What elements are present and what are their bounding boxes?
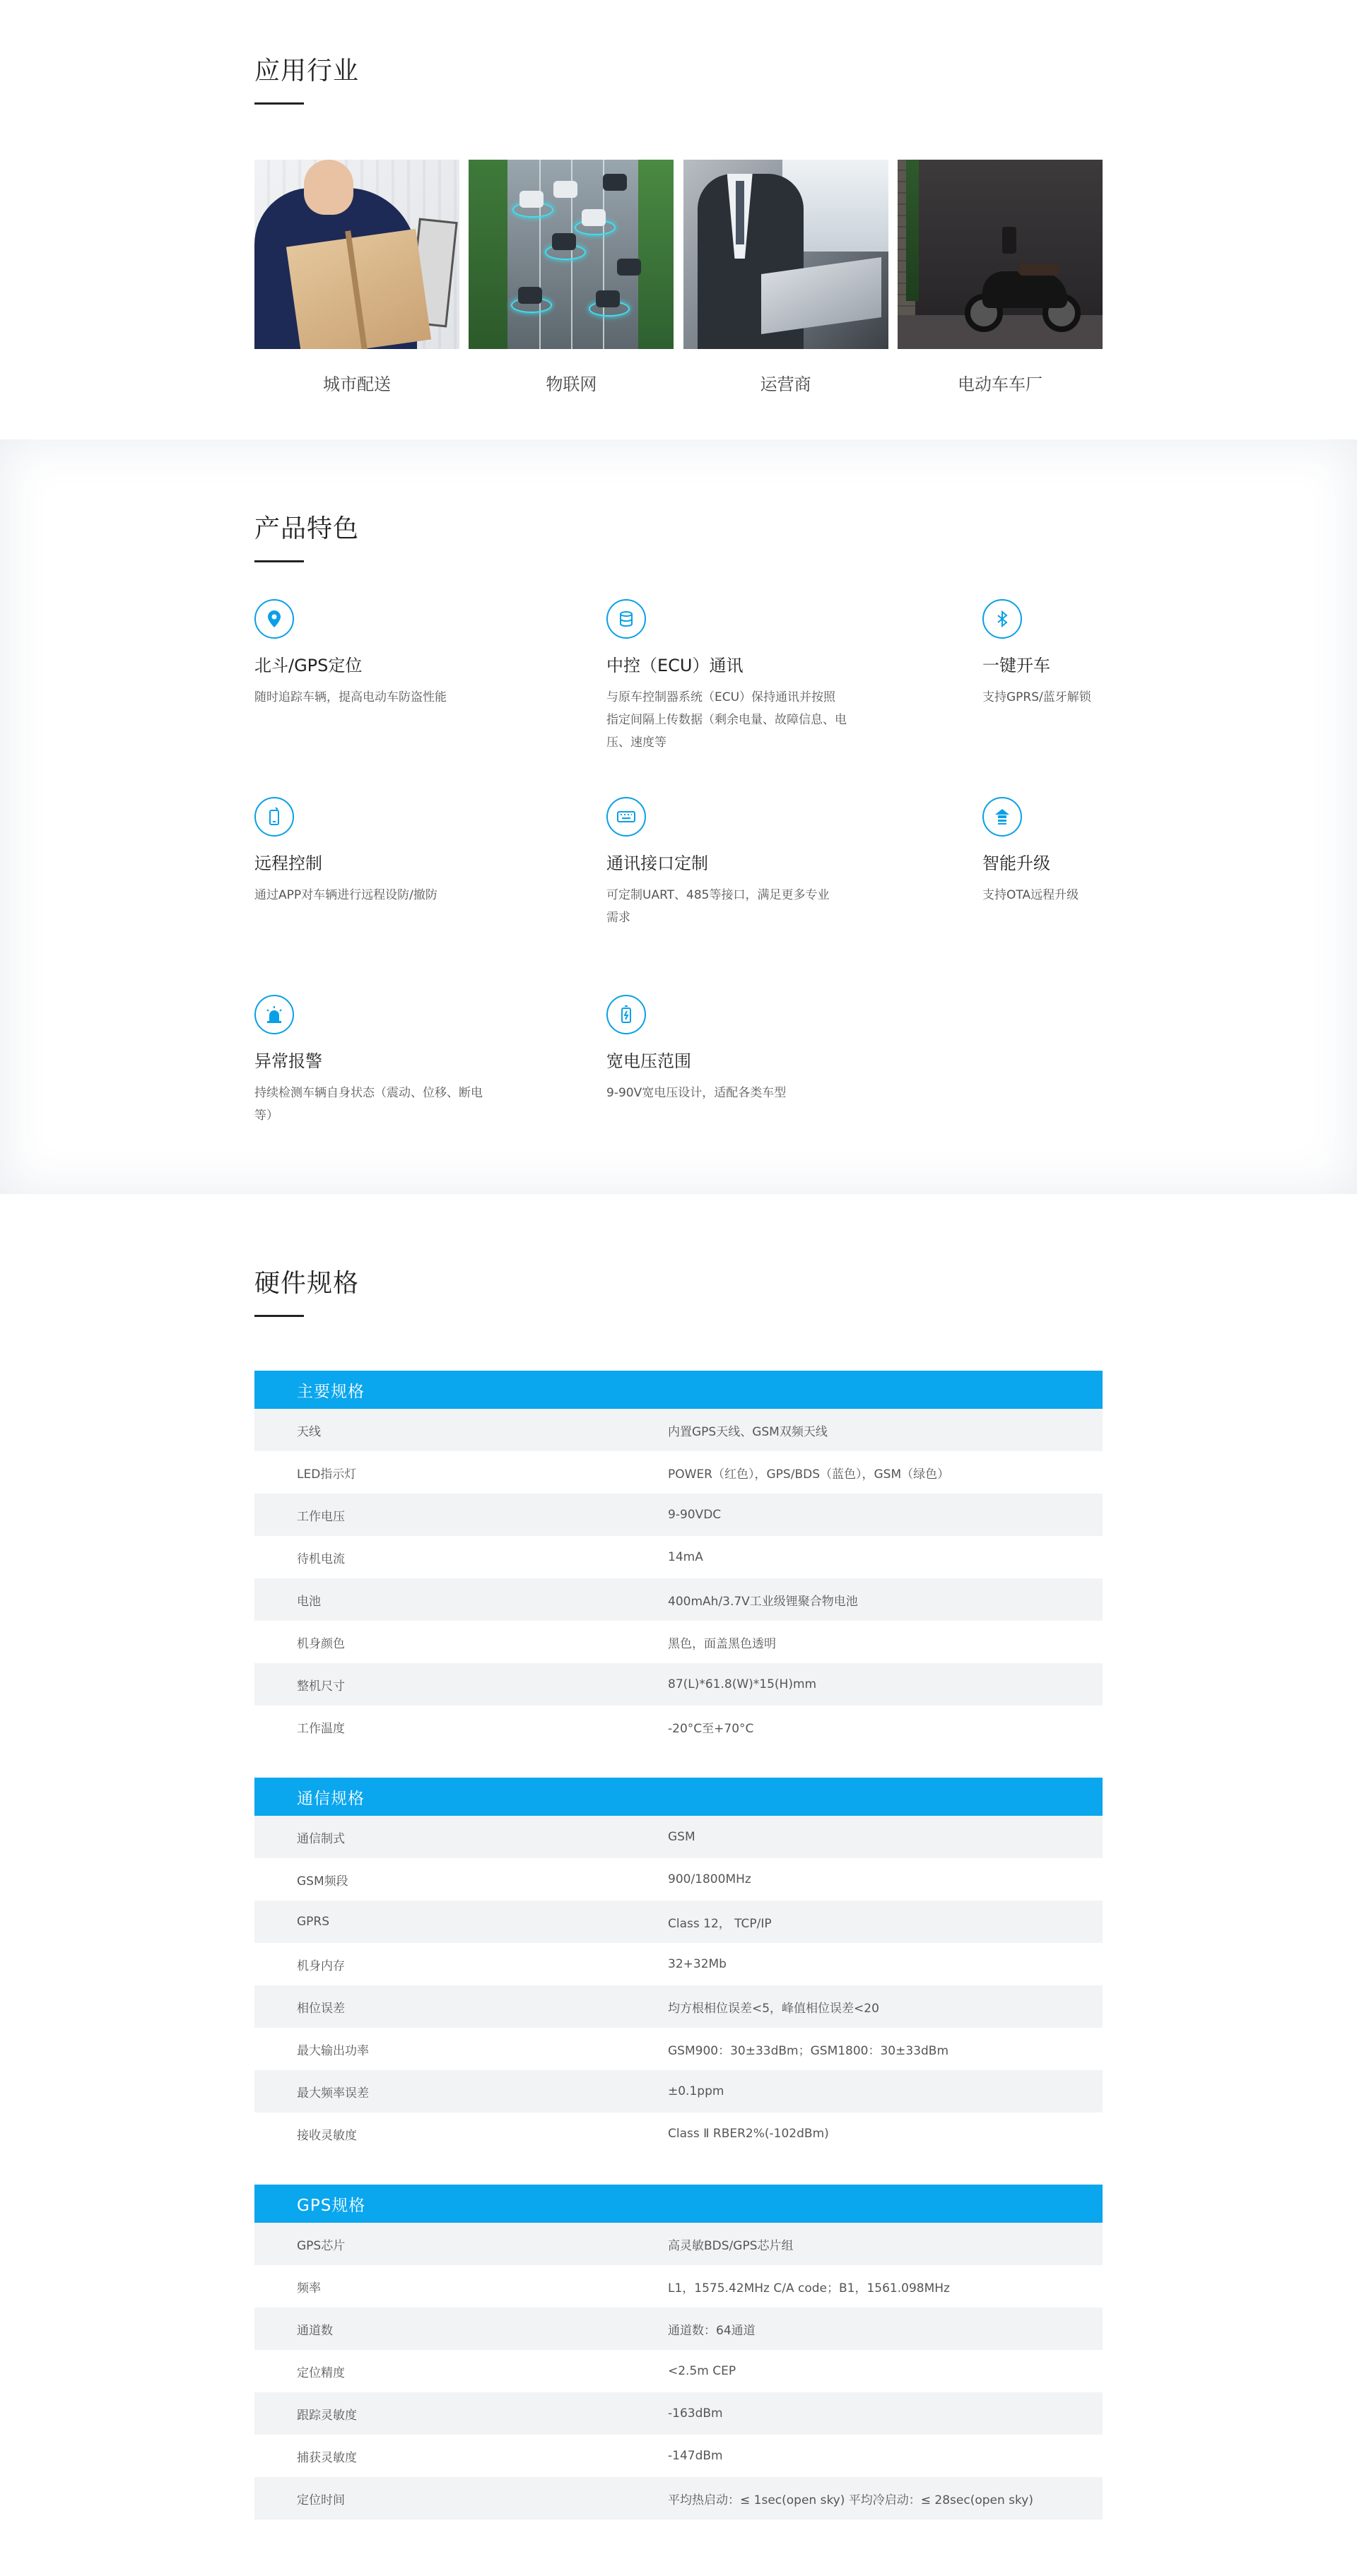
feature-desc: 支持GPRS/蓝牙解锁: [982, 690, 1091, 704]
industry-title: 应用行业: [254, 57, 360, 85]
spec-key: 待机电流: [297, 1552, 345, 1566]
feature-item: [606, 599, 847, 754]
spec-table-header: 通信规格: [254, 1778, 1103, 1816]
spec-value: GSM: [668, 1830, 695, 1844]
spec-key: 跟踪灵敏度: [297, 2408, 357, 2423]
operator-image: [683, 160, 888, 349]
spec-key: 接收灵敏度: [297, 2128, 357, 2143]
features-section: [0, 439, 1357, 1194]
spec-table: [254, 2185, 1103, 2519]
spec-key: 最大输出功率: [297, 2043, 369, 2058]
alarm-light-icon: [254, 995, 294, 1034]
features-grid: [254, 599, 1103, 1200]
table-row: [254, 1536, 1103, 1578]
feature-item: [254, 995, 495, 1127]
spec-value: 高灵敏BDS/GPS芯片组: [668, 2238, 794, 2253]
title-underline: [254, 102, 304, 105]
feature-title: 宽电压范围: [606, 1051, 691, 1071]
spec-key: 电池: [297, 1594, 321, 1609]
spec-key: 工作温度: [297, 1721, 345, 1736]
spec-value: -163dBm: [668, 2406, 723, 2421]
feature-desc: 与原车控制器系统（ECU）保持通讯并按照指定间隔上传数据（剩余电量、故障信息、电压、速度等: [606, 690, 847, 750]
table-row: [254, 2308, 1103, 2350]
iot-image: [469, 160, 674, 349]
spec-key: 频率: [297, 2281, 321, 2296]
specs-section: [0, 1194, 1357, 2576]
spec-key: 捕获灵敏度: [297, 2450, 357, 2465]
spec-value: 内置GPS天线、GSM双频天线: [668, 1424, 828, 1439]
spec-key: 通信制式: [297, 1831, 345, 1846]
table-row: [254, 2113, 1103, 2155]
spec-value: -147dBm: [668, 2449, 723, 2463]
spec-value: POWER（红色），GPS/BDS（蓝色），GSM（绿色）: [668, 1467, 950, 1482]
spec-table-header: GPS规格: [254, 2185, 1103, 2223]
table-row: [254, 1494, 1103, 1536]
table-row: [254, 1901, 1103, 1943]
upgrade-icon: [982, 797, 1022, 837]
table-row: [254, 2223, 1103, 2265]
table-row: [254, 2028, 1103, 2070]
table-row: [254, 2477, 1103, 2519]
feature-item: [982, 599, 1110, 709]
delivery-image: [254, 160, 459, 349]
feature-desc: 随时追踪车辆，提高电动车防盗性能: [254, 690, 447, 704]
spec-key: GSM频段: [297, 1874, 348, 1889]
spec-key: 相位误差: [297, 2001, 345, 2016]
spec-value: Class Ⅱ RBER2%(-102dBm): [668, 2127, 829, 2141]
phone-remote-icon: [254, 797, 294, 837]
feature-title: 一键开车: [982, 656, 1050, 675]
table-row: [254, 1985, 1103, 2028]
spec-value: 9-90VDC: [668, 1508, 722, 1522]
feature-desc: 可定制UART、485等接口，满足更多专业需求: [606, 888, 830, 925]
spec-value: ±0.1ppm: [668, 2084, 724, 2098]
feature-title: 异常报警: [254, 1051, 322, 1071]
table-row: [254, 1621, 1103, 1663]
feature-title: 智能升级: [982, 853, 1050, 873]
table-row: [254, 2392, 1103, 2435]
table-row: [254, 2070, 1103, 2113]
industry-caption: 电动车车厂: [957, 374, 1042, 394]
features-title: 产品特色: [254, 514, 360, 543]
specs-title: 硬件规格: [254, 1269, 360, 1298]
table-row: [254, 1578, 1103, 1621]
spec-table-body: [254, 1816, 1103, 2155]
spec-key: 天线: [297, 1424, 321, 1439]
feature-title: 通讯接口定制: [606, 853, 708, 873]
title-underline: [254, 560, 304, 562]
feature-item: [982, 797, 1110, 906]
spec-table: [254, 1778, 1103, 2155]
industry-caption: 运营商: [760, 374, 811, 394]
spec-key: 整机尺寸: [297, 1679, 345, 1694]
spec-table-header: 主要规格: [254, 1371, 1103, 1409]
spec-table: [254, 1371, 1103, 1748]
spec-key: 最大频率误差: [297, 2086, 369, 2101]
ev-maker-image: [898, 160, 1103, 349]
feature-title: 中控（ECU）通讯: [606, 656, 744, 675]
keyboard-icon: [606, 797, 646, 837]
feature-desc: 通过APP对车辆进行远程设防/撤防: [254, 888, 437, 902]
spec-key: 机身颜色: [297, 1636, 345, 1651]
spec-value: GSM900：30±33dBm；GSM1800：30±33dBm: [668, 2043, 949, 2058]
industry-caption: 城市配送: [323, 374, 391, 394]
industry-item-operator[interactable]: [683, 160, 888, 395]
spec-value: L1，1575.42MHz C/A code；B1，1561.098MHz: [668, 2281, 950, 2296]
spec-key: GPS芯片: [297, 2238, 346, 2253]
spec-value: 400mAh/3.7V工业级锂聚合物电池: [668, 1594, 858, 1609]
spec-value: Class 12， TCP/IP: [668, 1916, 772, 1931]
title-underline: [254, 1315, 304, 1317]
feature-title: 北斗/GPS定位: [254, 656, 363, 675]
table-row: [254, 1663, 1103, 1706]
spec-value: 14mA: [668, 1550, 703, 1564]
spec-key: 定位时间: [297, 2493, 345, 2507]
bluetooth-icon: [982, 599, 1022, 639]
spec-value: 黑色，面盖黑色透明: [668, 1636, 776, 1651]
table-row: [254, 1451, 1103, 1494]
spec-value: 87(L)*61.8(W)*15(H)mm: [668, 1677, 817, 1691]
feature-desc: 9-90V宽电压设计，适配各类车型: [606, 1086, 787, 1100]
spec-key: 机身内存: [297, 1958, 345, 1973]
feature-desc: 支持OTA远程升级: [982, 888, 1079, 902]
feature-item: [606, 797, 840, 929]
table-row: [254, 1858, 1103, 1901]
table-row: [254, 1816, 1103, 1858]
industry-item-iot[interactable]: [469, 160, 674, 395]
table-row: [254, 2350, 1103, 2392]
feature-desc: 持续检测车辆自身状态（震动、位移、断电等）: [254, 1086, 483, 1123]
industry-item-ev-maker[interactable]: [898, 160, 1103, 395]
spec-key: 通道数: [297, 2323, 333, 2338]
spec-tables: [254, 1371, 1103, 2519]
spec-key: 定位精度: [297, 2365, 345, 2380]
industry-list: [254, 160, 1103, 395]
battery-voltage-icon: [606, 995, 646, 1034]
spec-table-body: [254, 1409, 1103, 1748]
feature-title: 远程控制: [254, 853, 322, 873]
spec-value: <2.5m CEP: [668, 2364, 736, 2378]
spec-table-body: [254, 2223, 1103, 2519]
spec-value: 32+32Mb: [668, 1957, 727, 1971]
spec-key: LED指示灯: [297, 1467, 357, 1482]
location-pin-icon: [254, 599, 294, 639]
table-row: [254, 2435, 1103, 2477]
feature-item: [254, 797, 495, 906]
industry-caption: 物联网: [546, 374, 597, 394]
database-icon: [606, 599, 646, 639]
spec-key: GPRS: [297, 1915, 330, 1929]
table-row: [254, 1409, 1103, 1451]
spec-value: 均方根相位误差<5，峰值相位误差<20: [668, 2001, 879, 2016]
spec-value: 平均热启动：≤ 1sec(open sky) 平均冷启动：≤ 28sec(open sky): [668, 2493, 1033, 2507]
table-row: [254, 1706, 1103, 1748]
spec-value: -20°C至+70°C: [668, 1721, 754, 1736]
industry-item-city-delivery[interactable]: [254, 160, 459, 395]
table-row: [254, 1943, 1103, 1985]
industry-section: [0, 0, 1357, 439]
spec-key: 工作电压: [297, 1509, 345, 1524]
table-row: [254, 2265, 1103, 2308]
feature-item: [606, 995, 861, 1104]
spec-value: 通道数：64通道: [668, 2323, 756, 2338]
feature-item: [254, 599, 488, 709]
spec-value: 900/1800MHz: [668, 1872, 751, 1886]
